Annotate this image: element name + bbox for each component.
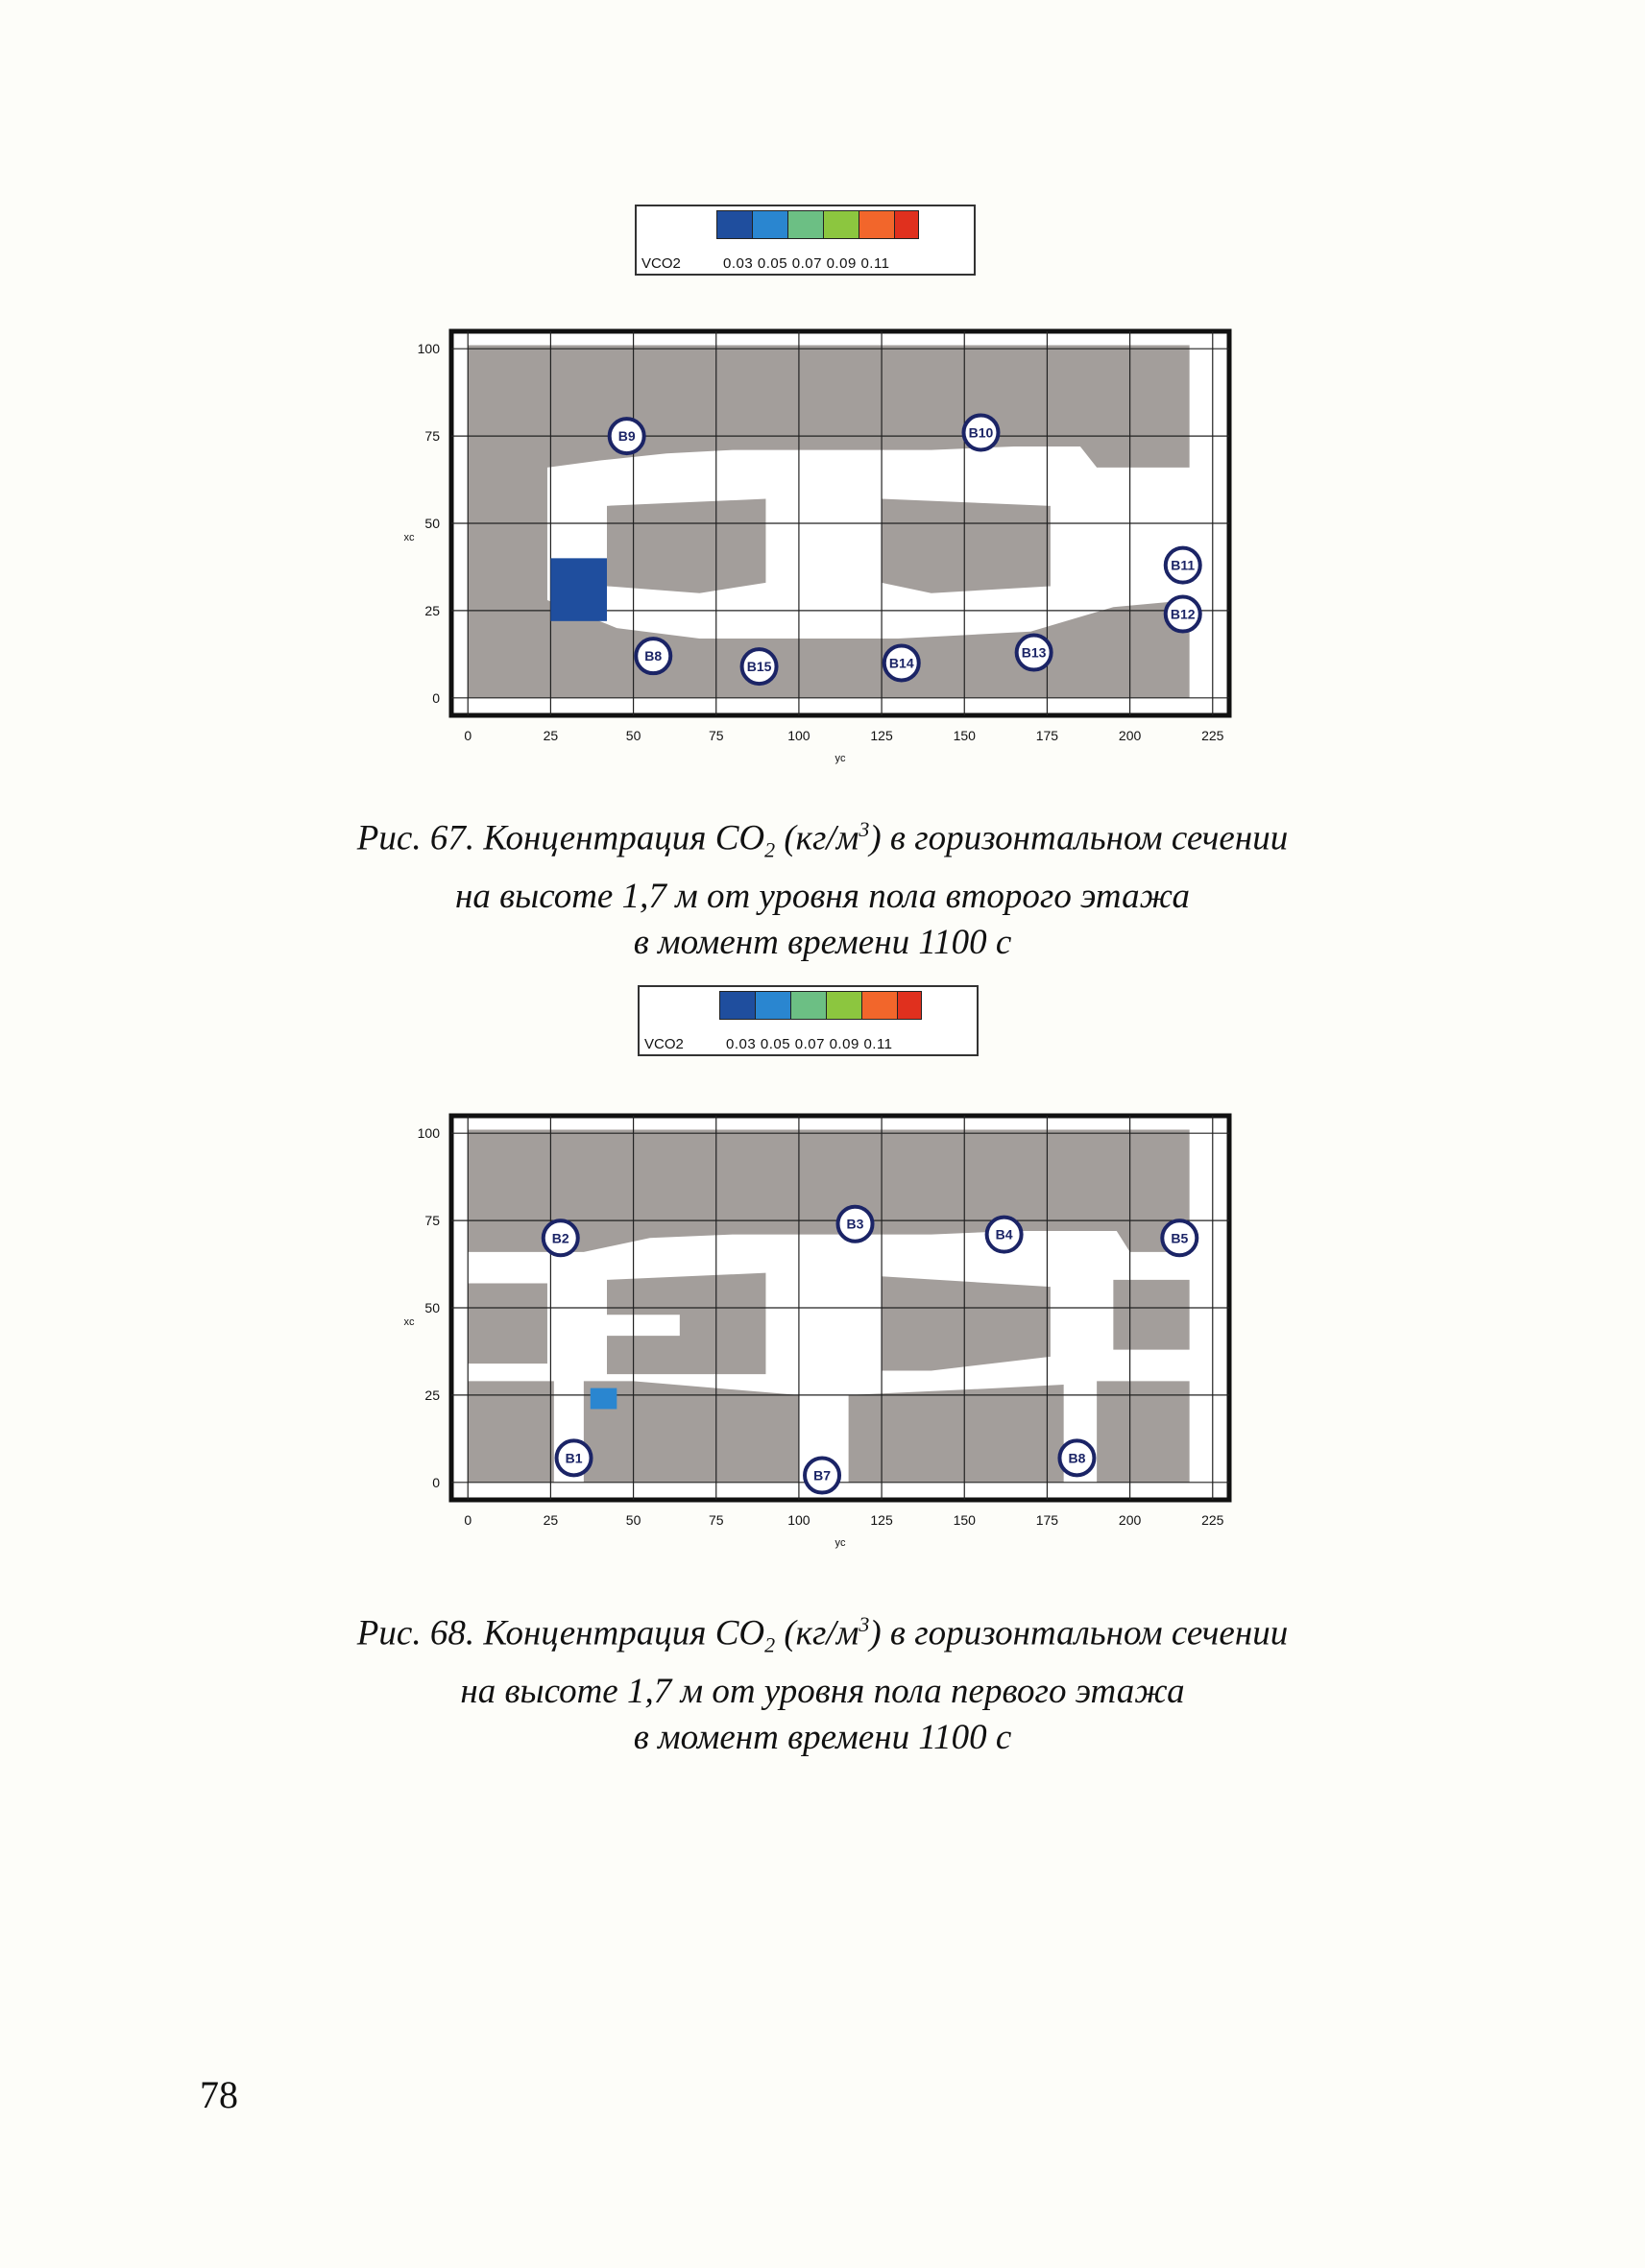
y-tick-label: 100	[417, 341, 440, 357]
x-tick-label: 25	[543, 1512, 559, 1528]
x-tick-label: 150	[953, 1512, 976, 1528]
x-tick-label: 25	[543, 728, 559, 743]
swatch-4	[827, 992, 862, 1019]
sensor-b1	[557, 1440, 592, 1475]
caption-fig67-line1: Рис. 67. Концентрация $CO_2$ $(кг/м^3)$ в горизонтальном сечении	[356, 817, 1289, 862]
co2-zone	[550, 558, 607, 620]
y-tick-label: 0	[432, 689, 440, 706]
sensor-label: B3	[846, 1216, 864, 1232]
sensor-b4	[987, 1218, 1022, 1252]
y-tick-label: 75	[424, 428, 440, 445]
legend-swatches	[716, 210, 919, 239]
sensor-b5	[1162, 1220, 1197, 1255]
sensor-label: B9	[617, 428, 636, 445]
swatch-3	[791, 992, 827, 1019]
wall-left-block	[468, 1284, 547, 1364]
figure-68-plot	[384, 1106, 1268, 1557]
legend-fig67	[635, 205, 976, 276]
swatch-2	[756, 992, 791, 1019]
x-tick-label: 50	[625, 1512, 641, 1528]
page-number: 78	[200, 2073, 238, 2116]
sensor-b7	[805, 1459, 839, 1493]
y-tick-label: 75	[424, 1213, 440, 1229]
x-tick-label: 125	[870, 1512, 893, 1528]
sensor-b10	[963, 415, 998, 449]
x-tick-label: 75	[708, 728, 724, 743]
sensor-label: B14	[888, 655, 914, 671]
x-tick-label: 0	[464, 1512, 472, 1528]
sensor-b2	[544, 1220, 578, 1255]
sensor-label: B15	[746, 659, 772, 675]
legend-ticks: 0.03 0.05 0.07 0.09 0.11	[723, 255, 890, 272]
x-tick-label: 150	[953, 728, 976, 743]
swatch-1	[717, 211, 753, 238]
swatch-2	[753, 211, 788, 238]
y-tick-label: 100	[417, 1125, 440, 1142]
sensor-label: B2	[551, 1230, 569, 1246]
sensor-label: B4	[995, 1226, 1013, 1243]
legend-name: VCO2	[644, 1036, 684, 1052]
x-tick-label: 200	[1118, 1512, 1142, 1528]
x-axis-label: yc	[835, 1537, 846, 1549]
wall-block-right	[882, 1276, 1051, 1370]
x-tick-label: 100	[787, 1512, 810, 1528]
wall-bottom-3	[849, 1385, 1064, 1483]
figure-67-plot	[384, 322, 1268, 773]
wall-bottom-1	[468, 1381, 554, 1482]
legend-name: VCO2	[641, 255, 681, 272]
caption-fig68	[0, 1602, 1645, 1761]
swatch-5	[859, 211, 895, 238]
y-tick-label: 25	[424, 1387, 440, 1403]
legend-swatches	[719, 991, 922, 1020]
x-tick-label: 225	[1201, 728, 1224, 743]
swatch-4	[824, 211, 859, 238]
x-tick-label: 100	[787, 728, 810, 743]
y-axis-label: xc	[403, 1316, 415, 1329]
caption-fig67-line3: в момент времени 1100 с	[633, 922, 1012, 962]
sensor-label: B8	[1068, 1450, 1086, 1466]
co2-zone	[591, 1388, 617, 1410]
y-axis-label: xc	[403, 532, 415, 544]
swatch-6	[895, 211, 918, 238]
x-axis-label: yc	[835, 753, 846, 764]
y-tick-label: 0	[432, 1474, 440, 1490]
wall-right-block	[1113, 1280, 1189, 1350]
sensor-b9	[610, 419, 644, 453]
caption-fig68-line2: на высоте 1,7 м от уровня пола первого этажа	[460, 1671, 1185, 1711]
legend-fig68	[638, 985, 979, 1056]
wall-block-right	[882, 499, 1051, 593]
sensor-label: B12	[1170, 606, 1196, 622]
x-tick-label: 175	[1035, 1512, 1059, 1528]
swatch-6	[898, 992, 921, 1019]
sensor-b13	[1017, 636, 1052, 670]
y-tick-label: 50	[424, 1300, 440, 1315]
sensor-label: B8	[644, 648, 663, 664]
x-tick-label: 75	[708, 1512, 724, 1528]
swatch-1	[720, 992, 756, 1019]
y-tick-label: 25	[424, 602, 440, 618]
caption-fig68-line3: в момент времени 1100 с	[633, 1717, 1012, 1757]
sensor-b12	[1166, 597, 1200, 632]
sensor-label: B11	[1171, 557, 1196, 573]
x-tick-label: 0	[464, 728, 472, 743]
sensor-b3	[838, 1207, 873, 1242]
caption-fig68-line1: Рис. 68. Концентрация $CO_2$ $(кг/м^3)$ в горизонтальном сечении	[356, 1612, 1289, 1657]
caption-fig67-line2: на высоте 1,7 м от уровня пола второго этажа	[454, 876, 1191, 916]
sensor-label: B10	[968, 424, 994, 441]
sensor-label: B13	[1021, 644, 1047, 661]
sensor-b8	[1059, 1440, 1094, 1475]
y-tick-label: 50	[424, 516, 440, 531]
x-tick-label: 175	[1035, 728, 1059, 743]
wall-bottom-4	[1097, 1381, 1190, 1482]
swatch-3	[788, 211, 824, 238]
x-tick-label: 50	[625, 728, 641, 743]
sensor-label: B5	[1171, 1230, 1189, 1246]
sensor-label: B1	[565, 1450, 583, 1466]
sensor-label: B7	[813, 1467, 831, 1484]
x-tick-label: 125	[870, 728, 893, 743]
x-tick-label: 200	[1118, 728, 1142, 743]
legend-ticks: 0.03 0.05 0.07 0.09 0.11	[726, 1036, 893, 1052]
x-tick-label: 225	[1201, 1512, 1224, 1528]
sensor-b14	[884, 645, 919, 680]
caption-fig67	[0, 807, 1645, 966]
sensor-b8	[636, 639, 670, 673]
sensor-b15	[742, 649, 777, 684]
sensor-b11	[1166, 548, 1200, 583]
wall-block-left	[607, 499, 765, 593]
swatch-5	[862, 992, 898, 1019]
